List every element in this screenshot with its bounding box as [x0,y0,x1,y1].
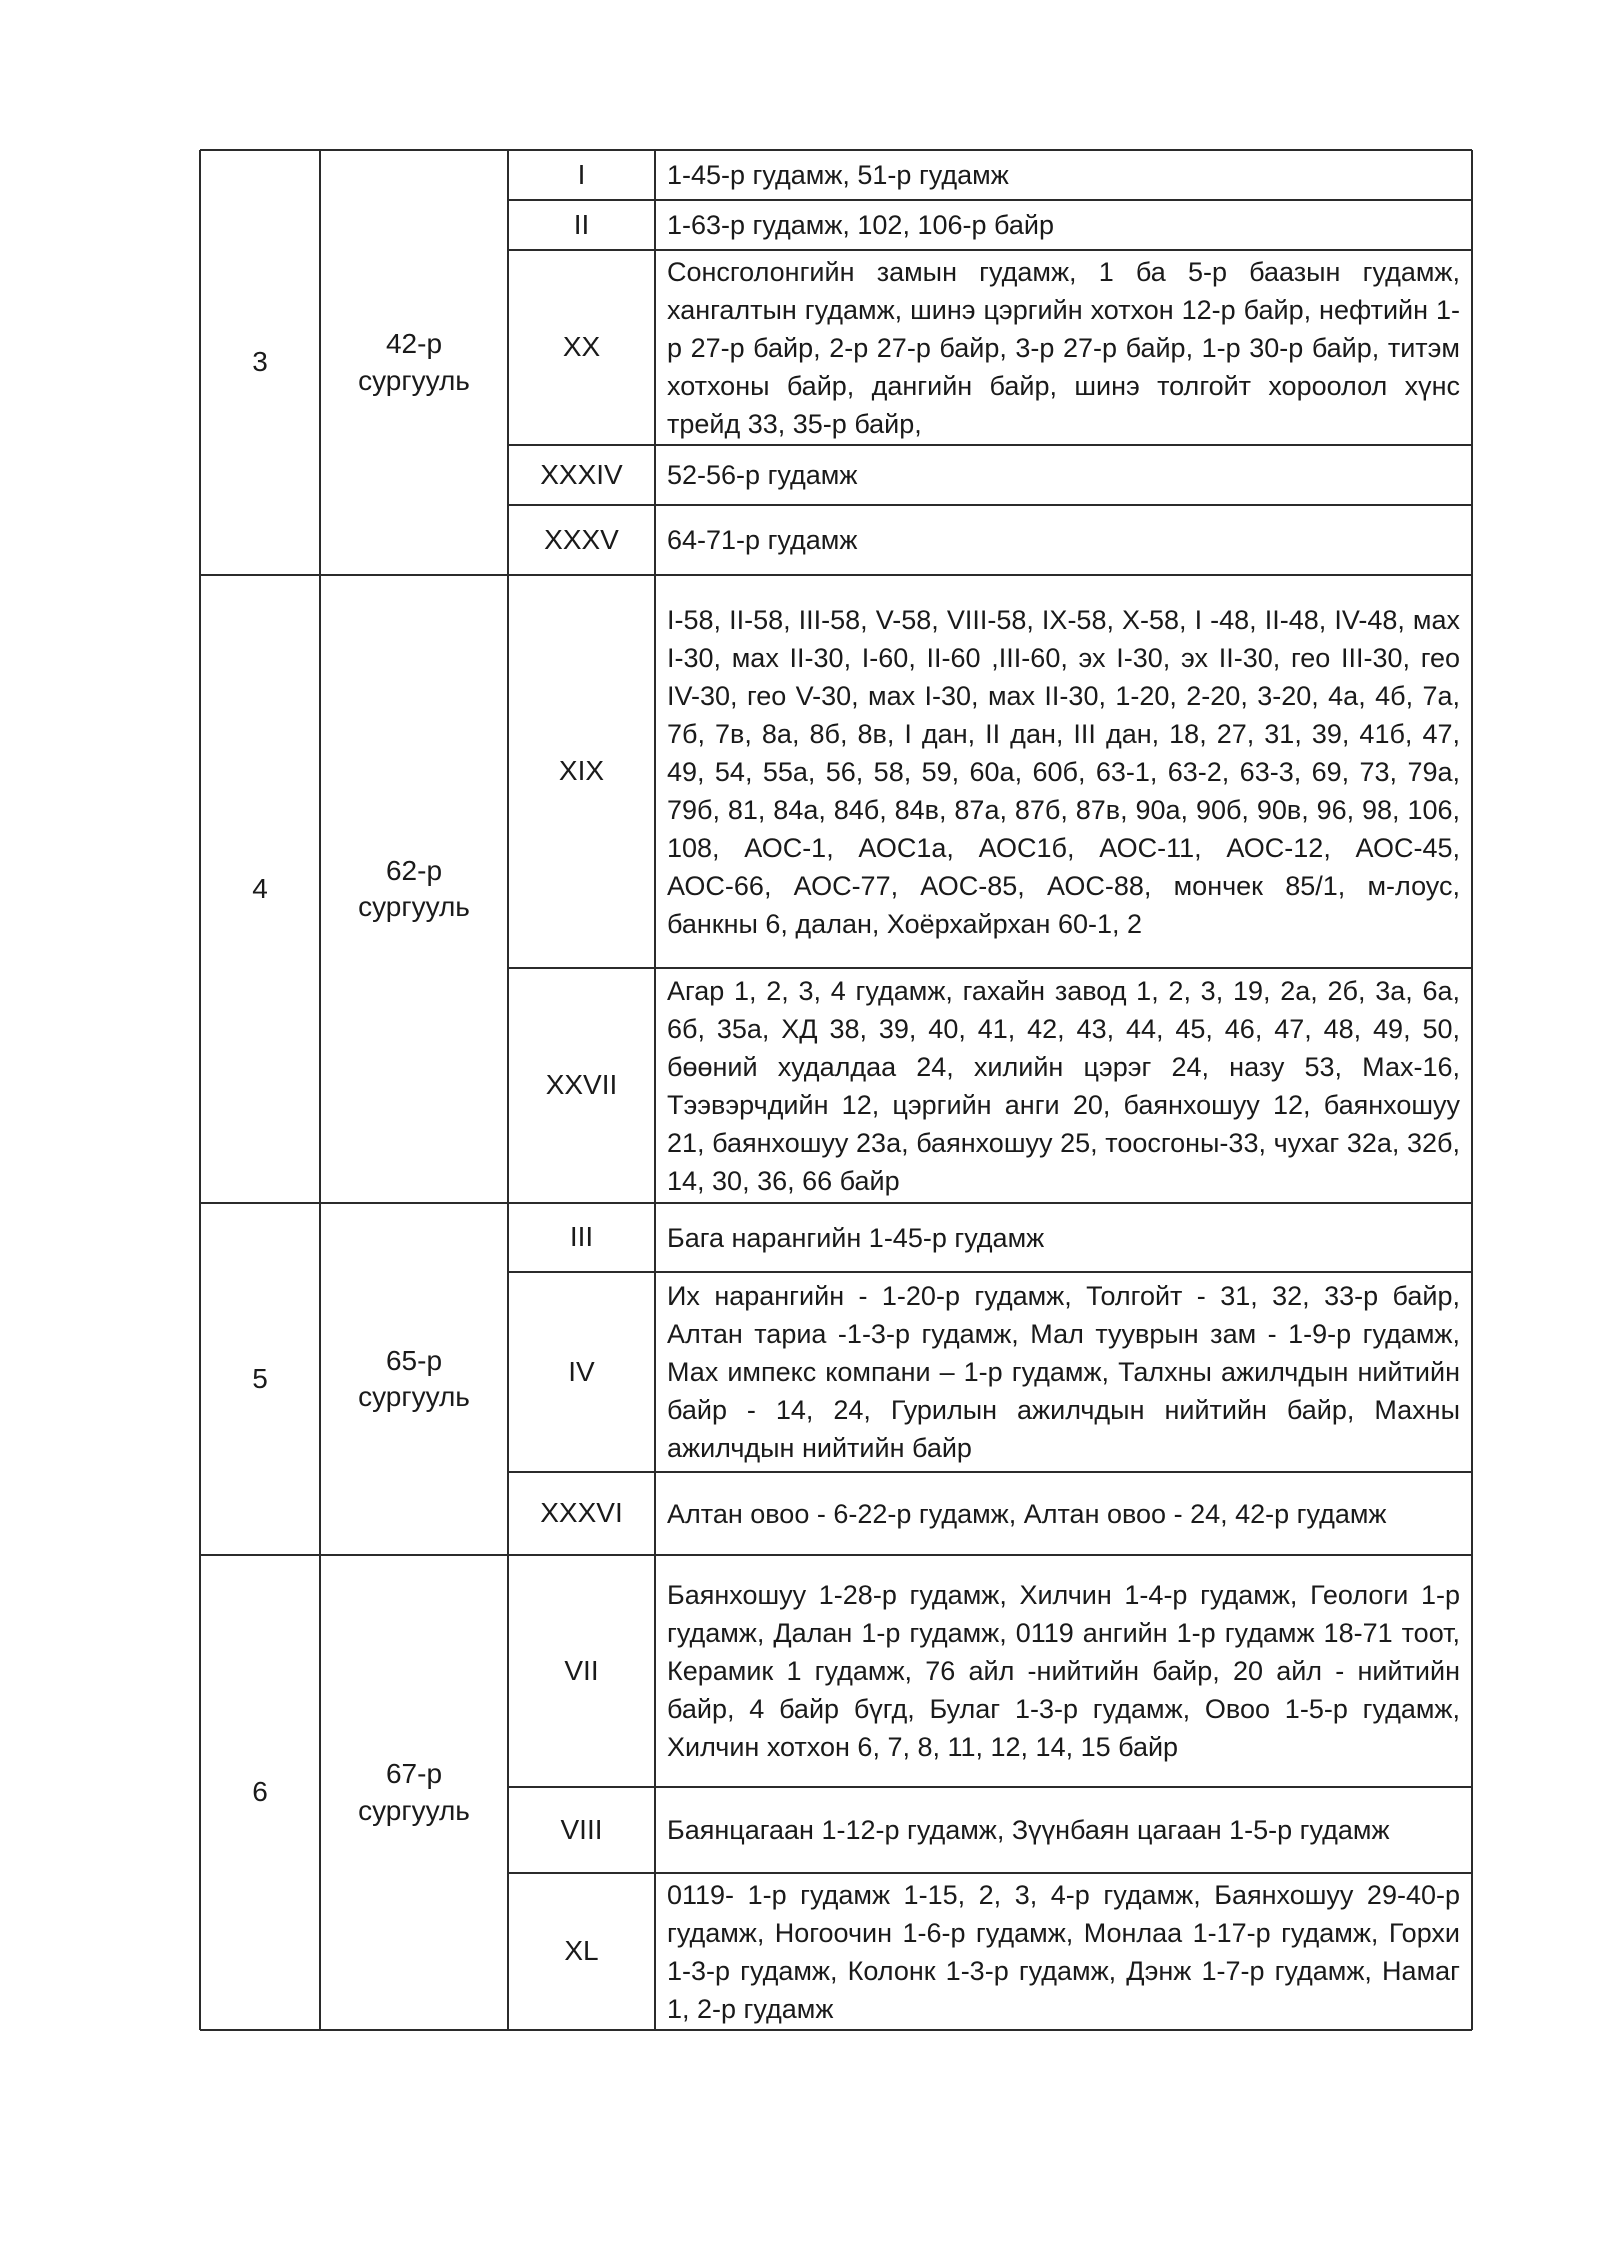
address-text: Алтан овоо - 6-22-р гудамж, Алтан овоо - 24, 42-р гудамж [667,1498,1387,1529]
khoroo-number: XXXV [544,523,619,555]
address-text: 64-71-р гудамж [667,525,858,555]
address-list [655,1203,1472,1272]
address-list [655,575,1472,968]
school-name: 67-р сургууль [358,1758,470,1826]
address-list [655,445,1472,505]
address-text: Агар 1, 2, 3, 4 гудамж, гахайн завод 1, 2, 3, 19, 2а, 2б, 3а, 6а, 6б, 35а, ХД 38, 39, 40, 41, 42, 43, 44, 45, 46, 47, 48, 49, 50, бөөний худалдаа 24, хилийн цэрэг 24, назу 53, Мах-16, Тээвэрчдийн 12, цэргийн анги 20, баянхошуу 12, баянхошуу 21, баянхошуу 23а, баянхошуу 25, тоосгоны-33, чухаг 32а, 32б, 14, 30, 36, 66 байр [667,975,1460,1196]
row-number: 4 [252,872,268,904]
address-text: 0119- 1-р гудамж 1-15, 2, 3, 4-р гудамж, Баянхошуу 29-40-р гудамж, Ногоочин 1-6-р гудамж, Монлаа 1-17-р гудамж, Горхи 1-3-р гудамж, Колонк 1-3-р гудамж, Дэнж 1-7-р гудамж, Намаг 1, 2-р гудамж [667,1879,1460,2024]
khoroo-number: XXVII [545,1069,618,1101]
address-list [655,200,1472,250]
address-list [655,1272,1472,1472]
khoroo-number: I [577,158,586,190]
school-name: 62-р сургууль [358,854,470,922]
address-text: Баянхошуу 1-28-р гудамж, Хилчин 1-4-р гудамж, Геологи 1-р гудамж, Далан 1-р гудамж, 0119 ангийн 1-р гудамж 18-71 тоот, Керамик 1 гудамж, 76 айл -нийтийн байр, 20 айл - нийтийн байр, 4 байр бүгд, Булаг 1-3-р гудамж, Овоо 1-5-р гудамж, Хилчин хотхон 6, 7, 8, 11, 12, 14, 15 байр [667,1580,1460,1762]
address-text: Сонсголонгийн замын гудамж, 1 ба 5-р баазын гудамж, хангалтын гудамж, шинэ цэргийн хотхон 12-р байр, нефтийн 1-р 27-р байр, 2-р 27-р байр, 3-р 27-р байр, 1-р 30-р байр, титэм хотхоны байр, дангийн байр, шинэ толгойт хороолол хүнс трейд 33, 35-р байр, [667,256,1460,439]
address-list [655,250,1472,445]
address-list [655,1873,1472,2030]
row-number: 3 [252,346,268,378]
address-text: Их нарангийн - 1-20-р гудамж, Толгойт - 31, 32, 33-р байр, Алтан тариа -1-3-р гудамж, Мал тууврын зам - 1-9-р гудамж, Мах импекс компани – 1-р гудамж, Талхны ажилчдын нийтийн байр - 14, 24, Гурилын ажилчдын нийтийн байр, Махны ажилчдын нийтийн байр [667,1281,1460,1463]
address-text: 1-45-р гудамж, 51-р гудамж [667,160,1009,190]
khoroo-number: XX [562,331,601,363]
address-list [655,1555,1472,1787]
khoroo-number: II [573,208,590,240]
khoroo-number: XIX [558,755,605,787]
khoroo-number: XL [564,1935,599,1967]
khoroo-number: III [569,1221,594,1253]
address-text: 52-56-р гудамж [667,460,858,490]
address-text: Баянцагаан 1-12-р гудамж, Зүүнбаян цагаан 1-5-р гудамж [667,1815,1390,1845]
address-text: I-58, II-58, III-58, V-58, VIII-58, IX-58, X-58, I -48, II-48, IV-48, мах I-30, мах II-30, I-60, II-60 ,III-60, эх I-30, эх II-30, гео III-30, гео IV-30, гео V-30, мах I-30, мах II-30, 1-20, 2-20, 3-20, 4а, 4б, 7а, 7б, 7в, 8а, 8б, 8в, I дан, II дан, III дан, 18, 27, 31, 39, 41б, 47, 49, 54, 55а, 56, 58, 59, 60а, 60б, 63-1, 63-2, 63-3, 69, 73, 79а, 79б, 81, 84а, 84б, 84в, 87а, 87б, 87в, 90а, 90б, 90в, 96, 98, 106, 108, АОС-1, АОС1а, АОС1б, АОС-11, АОС-12, АОС-45, АОС-66, АОС-77, АОС-85, АОС-88, мончек 85/1, м-лоус, банкны 6, далан, Хоёрхайрхан 60-1, 2 [667,604,1460,939]
school-name: 42-р сургууль [358,328,470,396]
row-number: 6 [252,1776,268,1808]
address-list [655,968,1472,1203]
khoroo-number: XXXIV [540,458,623,490]
khoroo-number: VII [564,1654,599,1686]
address-list [655,1787,1472,1873]
address-list [655,1472,1472,1555]
khoroo-number: XXXVI [540,1497,623,1529]
address-list [655,150,1472,200]
khoroo-number: VIII [560,1813,603,1845]
school-name: 65-р сургууль [358,1344,470,1412]
address-list [655,505,1472,575]
address-text: 1-63-р гудамж, 102, 106-р байр [667,210,1054,240]
khoroo-number: IV [568,1355,595,1387]
row-number: 5 [252,1362,268,1394]
address-text: Бага нарангийн 1-45-р гудамж [667,1222,1045,1253]
